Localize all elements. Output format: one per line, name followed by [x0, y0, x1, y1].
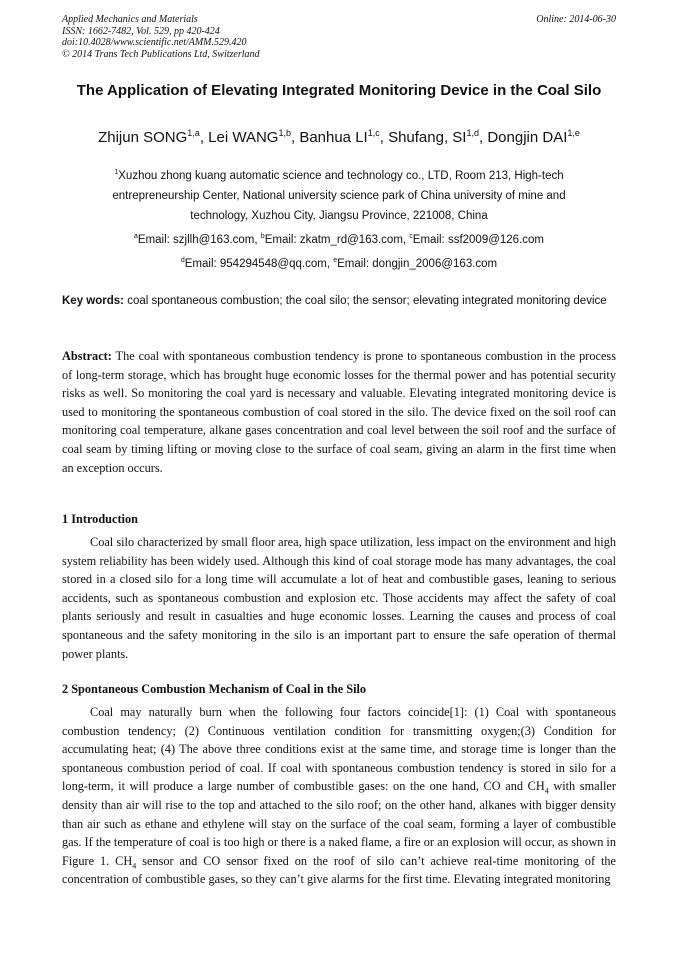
doi: doi:10.4028/www.scientific.net/AMM.529.420: [62, 37, 247, 48]
author: Lei WANG$^{1,b}$,: [208, 128, 300, 146]
email-e[interactable]: Email: dongjin_2006@163.com: [337, 258, 498, 270]
email-c[interactable]: Email: ssf2009@126.com: [412, 234, 545, 246]
affiliation-line: $^1$Xuzhou zhong kuang automatic science and technology co., LTD, Room 213, High-tech: [114, 169, 564, 182]
introduction-paragraph: Coal silo characterized by small floor area, high space utilization, less impact on the environment and high system reliability has been widely used. Although this kind of coal storage mode has many advantages, the coal stored in a closed silo for a long time will accumulate a lot of heat and combustible gases, leaning to serious accidents, such as spontaneous combustion and explosion etc. Those accidents may affect the safety of coal plants seriously and result in casualties and huge economic losses. Learning the causes and process of coal spontaneous and the safety monitoring in the silo is an important part to ensure the safe operation of thermal power plants.: [62, 535, 616, 661]
email-line: $^a$Email: szjllh@163.com, $^b$Email: zkatm_rd@163.com, $^c$Email: ssf2009@126.com: [133, 233, 545, 246]
affiliation: [62, 166, 616, 274]
keywords: [62, 292, 616, 310]
email-d[interactable]: Email: 954294548@qq.com,: [184, 258, 334, 270]
email-a[interactable]: Email: szjllh@163.com,: [137, 234, 261, 246]
section-heading-introduction: 1 Introduction: [62, 512, 138, 526]
affiliation-line: entrepreneurship Center, National university science park of China university of mine and: [112, 190, 566, 202]
keywords-label: Key words:: [62, 295, 124, 307]
author: Shufang, SI$^{1,d}$,: [388, 128, 488, 146]
author: Zhijun SONG$^{1,a}$,: [98, 128, 209, 146]
abstract: [62, 347, 616, 477]
online-date: Online: 2014-06-30: [536, 14, 616, 25]
journal-header: [62, 14, 616, 60]
mechanism-paragraph: Coal may naturally burn when the following four factors coincide[1]: (1) Coal with spontaneous combustion tendency; (2) Continuous ventilation condition for transmitting oxygen;(3) Condition for accumulating heat; (4) The above three conditions exist at the same time, and storage time is longer than the spontaneous combustion period of coal. If coal with spontaneous combustion tendency is stored in silo for a long-term, it will produce a large number of combustible gases: on the one hand, CO and $CH_4$ with smaller density than air will rise to the top and attached to the silo roof; on the other hand, alkanes with bigger density than air such as ethane and ethylene will stay on the surface of the coal seam, forming a layer of combustible gas. If the temperature of coal is too high or there is a naked flame, a fire or an explosion will occur, as shown in Figure 1. $CH_4$ sensor and CO sensor fixed on the roof of silo can’t achieve real-time monitoring of the concentration of combustible gases, so they can’t give alarms for the first time. Elevating integrated monitoring: [62, 705, 616, 887]
keywords-text: coal spontaneous combustion; the coal silo; the sensor; elevating integrated monitoring device: [124, 295, 607, 307]
copyright: © 2014 Trans Tech Publications Ltd, Switzerland: [62, 48, 260, 60]
author-list: [62, 128, 616, 148]
paper-title: The Application of Elevating Integrated Monitoring Device in the Coal Silo: [76, 82, 602, 99]
author: Dongjin DAI$^{1,e}$: [487, 128, 580, 146]
author: Banhua LI$^{1,c}$,: [299, 128, 389, 146]
journal-name: Applied Mechanics and Materials: [62, 14, 198, 25]
section-heading-mechanism: 2 Spontaneous Combustion Mechanism of Coal in the Silo: [62, 682, 367, 696]
abstract-text: The coal with spontaneous combustion tendency is prone to spontaneous combustion in the process of long-term storage, which has brought huge economic losses for the thermal power and has potential security risks as well. So monitoring the coal yard is necessary and valuable. Elevating integrated monitoring device is used to monitoring the spontaneous combustion of coal stored in the silo. The device fixed on the soil roof can monitoring coal temperature, alkane gases concentration and coal level between the soil roof and the surface of coal seam by timing lifting or moving close to the surface of coal seam, giving an alarm in the first time when an exception occurs.: [62, 349, 616, 475]
email-b[interactable]: Email: zkatm_rd@163.com,: [264, 234, 410, 246]
affiliation-line: technology, Xuzhou City, Jiangsu Province, 221008, China: [190, 210, 488, 222]
issn: ISSN: 1662-7482, Vol. 529, pp 420-424: [62, 25, 220, 37]
abstract-label: Abstract:: [62, 349, 112, 363]
email-line: $^d$Email: 954294548@qq.com, $^e$Email: dongjin_2006@163.com: [180, 257, 498, 270]
